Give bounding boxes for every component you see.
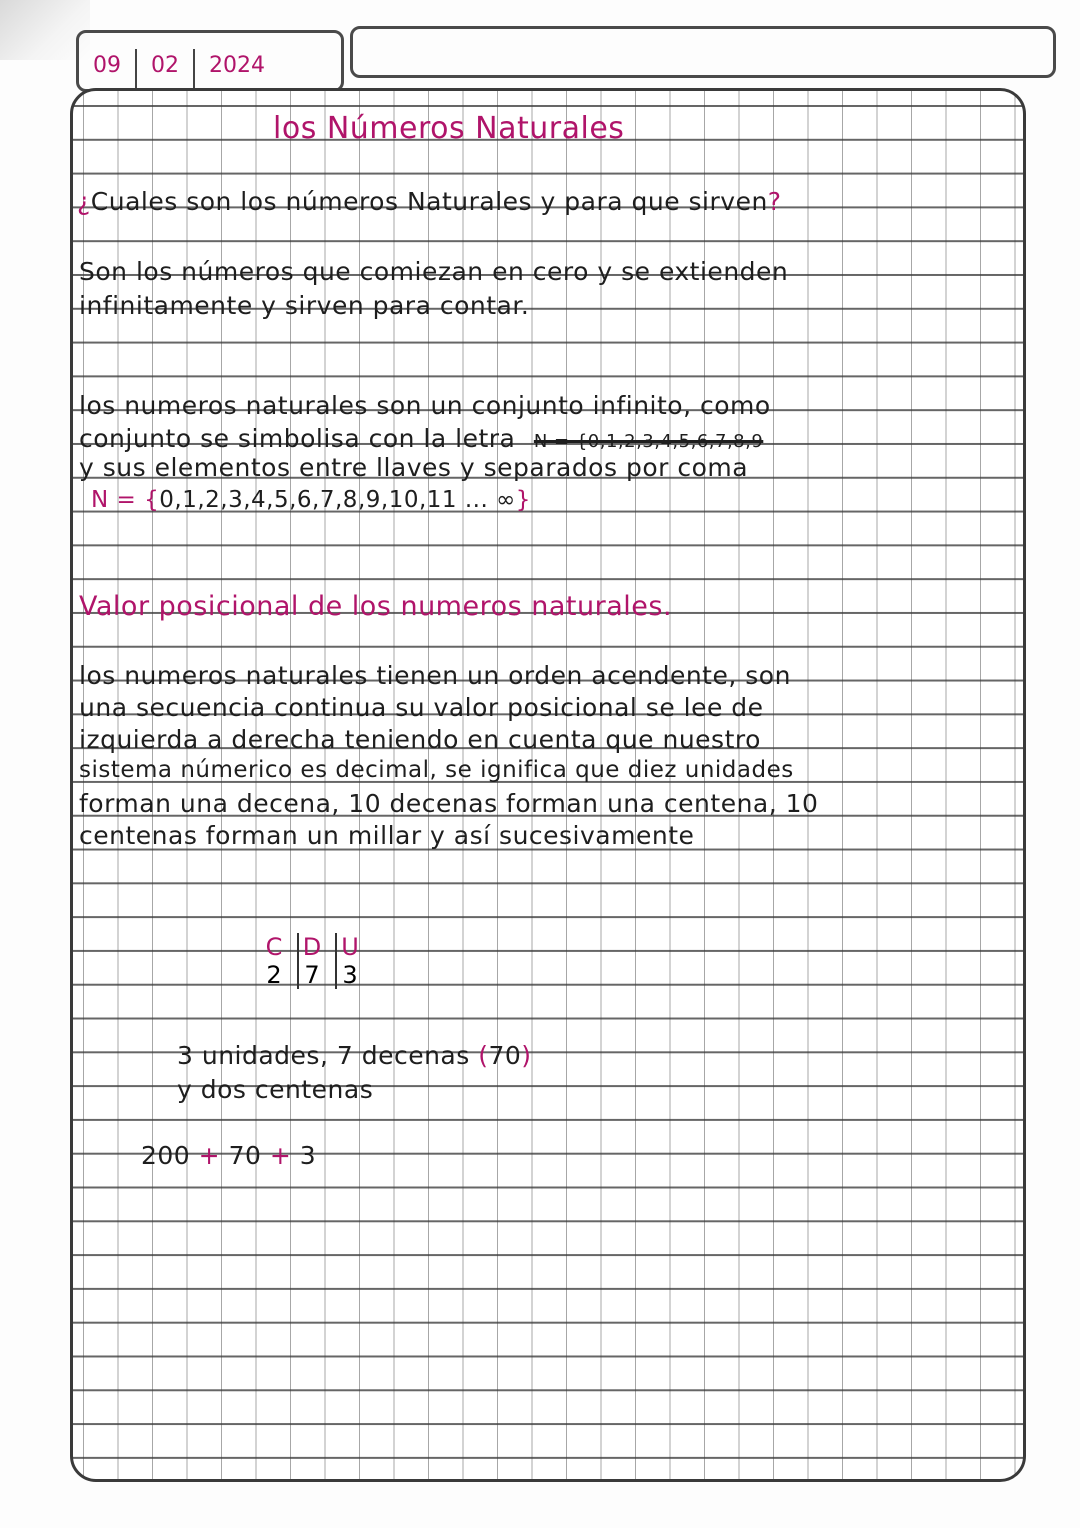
- set-paragraph-line-2: [79, 424, 763, 453]
- expansion-term-3: 3: [299, 1141, 317, 1170]
- positional-line-5: forman una decena, 10 decenas forman una centena, 10: [79, 789, 819, 818]
- positional-line-4: sistema númerico es decimal, se ignifica que diez unidades: [79, 757, 794, 783]
- paren-open: (: [478, 1041, 489, 1070]
- answer-line-1: Son los números que comiezan en cero y se extienden: [79, 257, 789, 286]
- set-open-brace: {: [144, 487, 160, 513]
- set-paragraph-line-1: los numeros naturales son un conjunto infinito, como: [79, 391, 771, 420]
- date-box: [76, 30, 344, 92]
- set-paragraph-line-3: y sus elementos entre llaves y separados por coma: [79, 453, 749, 482]
- positional-line-1: los numeros naturales tienen un orden acendente, son: [79, 661, 791, 690]
- date-month: 02: [137, 49, 195, 89]
- set-notation: [91, 487, 531, 513]
- question-line: [77, 187, 782, 216]
- answer-line-2: infinitamente y sirven para contar.: [79, 291, 530, 320]
- place-value-headers: [261, 933, 363, 961]
- paren-value: 70: [488, 1041, 522, 1070]
- expansion-term-2: 70: [228, 1141, 262, 1170]
- expansion: [141, 1141, 316, 1170]
- plus-operator-1: +: [198, 1141, 221, 1170]
- header-centenas: C: [265, 933, 283, 961]
- section-title-positional-value: Valor posicional de los numeros naturales.: [79, 591, 673, 622]
- place-value-table: [261, 933, 363, 989]
- set-paragraph-line-2-text: conjunto se simbolisa con la letra: [79, 424, 516, 453]
- header-title-box: [350, 26, 1056, 78]
- paren-close: ): [521, 1041, 532, 1070]
- place-value-digits: [261, 961, 363, 989]
- digit-unidades: 3: [335, 961, 363, 989]
- question-close-mark: ?: [767, 187, 782, 216]
- set-elements: 0,1,2,3,4,5,6,7,8,9,10,11 ... ∞: [159, 487, 516, 513]
- positional-line-3: izquierda a derecha teniendo en cuenta que nuestro: [79, 725, 761, 754]
- expansion-term-1: 200: [141, 1141, 191, 1170]
- digit-decenas: 7: [297, 961, 325, 989]
- header-unidades: U: [335, 933, 363, 961]
- plus-operator-2: +: [269, 1141, 292, 1170]
- positional-line-2: una secuencia continua su valor posicional se lee de: [79, 693, 764, 722]
- set-close-brace: }: [515, 487, 531, 513]
- explanation-text: 3 unidades, 7 decenas: [177, 1041, 470, 1070]
- positional-line-6: centenas forman un millar y así sucesivamente: [79, 821, 695, 850]
- header-decenas: D: [297, 933, 325, 961]
- date-day: 09: [79, 49, 137, 89]
- crossed-out-notation: N = {0,1,2,3,4,5,6,7,8,9: [533, 431, 764, 452]
- question-open-mark: ¿: [77, 187, 91, 216]
- page-title: los Números Naturales: [273, 111, 625, 146]
- explanation-line-1: [177, 1041, 532, 1070]
- digit-centenas: 2: [266, 961, 282, 989]
- set-label: N =: [91, 487, 137, 513]
- explanation-line-2: y dos centenas: [177, 1075, 374, 1104]
- grid-paper-sheet: [70, 88, 1026, 1482]
- date-year: 2024: [209, 53, 265, 78]
- question-text: Cuales son los números Naturales y para que sirven: [90, 187, 768, 216]
